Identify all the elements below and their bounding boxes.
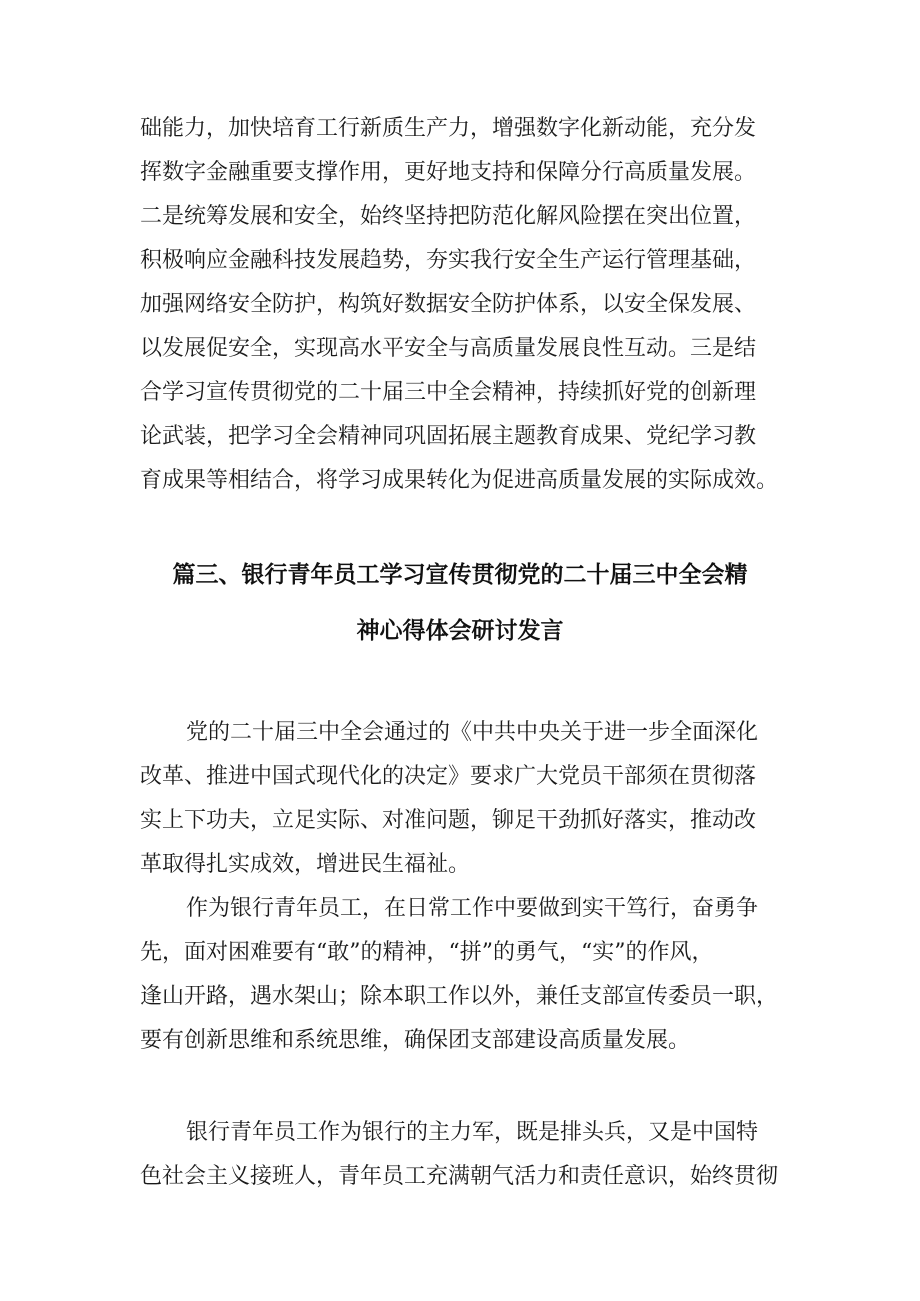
body-text-line: 以发展促安全，实现高水平安全与高质量发展良性互动。三是结 xyxy=(140,336,757,361)
body-text-line: 二是统筹发展和安全，始终坚持把防范化解风险摆在突出位置， xyxy=(140,204,757,229)
body-text-line: 改革、推进中国式现代化的决定》要求广大党员干部须在贯彻落 xyxy=(140,764,757,789)
body-text-line: 合学习宣传贯彻党的二十届三中全会精神，持续抓好党的创新理 xyxy=(140,380,757,405)
body-text-line: 党的二十届三中全会通过的《中共中央关于进一步全面深化 xyxy=(186,720,759,745)
body-text-line: 先，面对困难要有“敢”的精神，“拼”的勇气，“实”的作风， xyxy=(140,940,714,965)
body-text-line: 银行青年员工作为银行的主力军，既是排头兵，又是中国特 xyxy=(186,1120,759,1145)
body-text-line: 革取得扎实成效，增进民生福祉。 xyxy=(140,852,471,877)
body-text-line: 论武装，把学习全会精神同巩固拓展主题教育成果、党纪学习教 xyxy=(140,424,757,449)
body-text-line: 挥数字金融重要支撑作用，更好地支持和保障分行高质量发展。 xyxy=(140,160,757,185)
section-heading-line-2: 神心得体会研讨发言 xyxy=(356,618,564,644)
body-text-line: 逢山开路，遇水架山；除本职工作以外，兼任支部宣传委员一职， xyxy=(140,984,779,1009)
body-text-line: 加强网络安全防护，构筑好数据安全防护体系，以安全保发展、 xyxy=(140,292,757,317)
body-text-line: 色社会主义接班人，青年员工充满朝气活力和责任意识，始终贯彻 xyxy=(140,1164,779,1189)
body-text-line: 作为银行青年员工，在日常工作中要做到实干笃行，奋勇争 xyxy=(186,896,759,921)
body-text-line: 积极响应金融科技发展趋势，夯实我行安全生产运行管理基础， xyxy=(140,248,757,273)
body-text-line: 础能力，加快培育工行新质生产力，增强数字化新动能，充分发 xyxy=(140,116,757,141)
section-heading-line-1: 篇三、银行青年员工学习宣传贯彻党的二十届三中全会精 xyxy=(172,562,748,588)
body-text-line: 要有创新思维和系统思维，确保团支部建设高质量发展。 xyxy=(140,1028,691,1053)
body-text-line: 育成果等相结合，将学习成果转化为促进高质量发展的实际成效。 xyxy=(140,468,779,493)
body-text-line: 实上下功夫，立足实际、对准问题，铆足干劲抓好落实，推动改 xyxy=(140,808,757,833)
